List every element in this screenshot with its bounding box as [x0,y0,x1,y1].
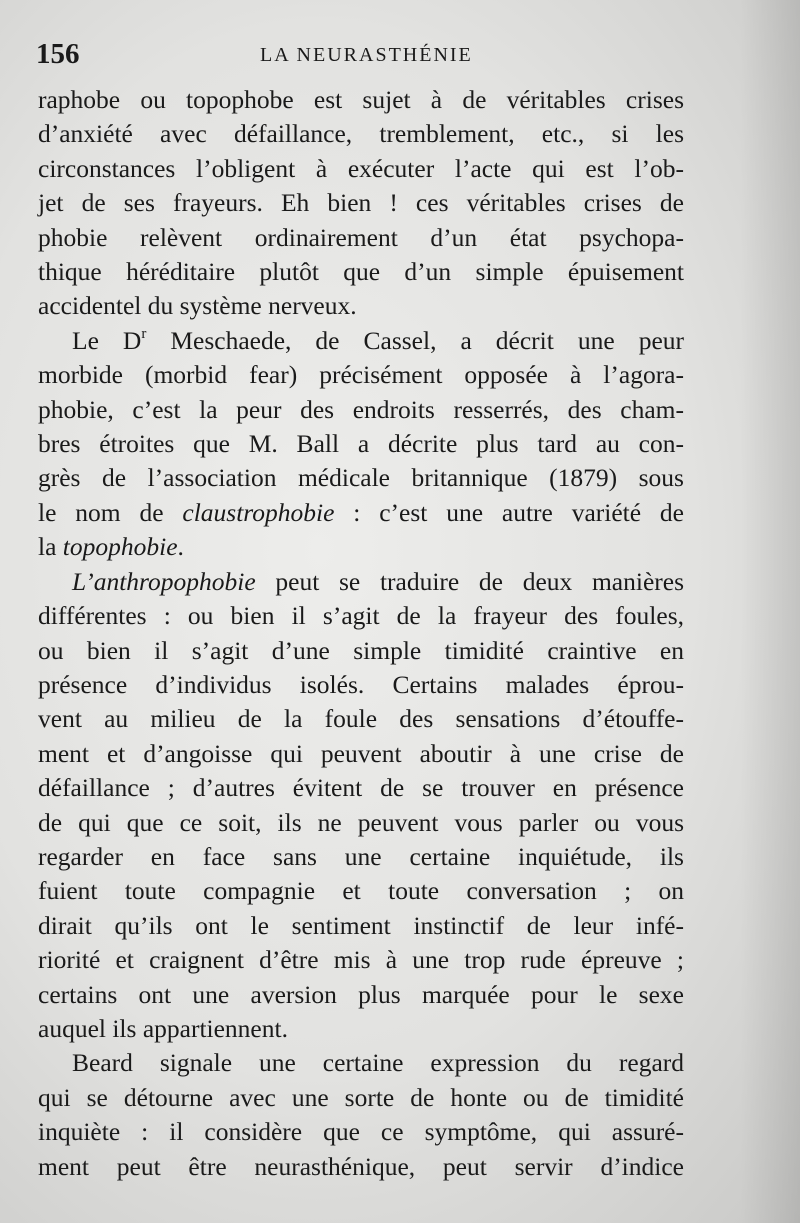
paragraph-3 [38,565,684,1047]
body-text [38,83,684,1184]
text-run: la [38,532,63,562]
text-line: ment peut être neurasthénique, peut servir d’indice [38,1151,684,1181]
text-run: Meschaede, de Cassel, a décrit une peur [146,325,684,355]
text-line: morbide (morbid fear) précisément opposée à l’agora- [38,360,684,390]
text-run: Le D [72,325,142,355]
running-head [36,38,740,78]
text-line: d’anxiété avec défaillance, tremblement, etc., si les [38,119,684,149]
text-line: de qui que ce soit, ils ne peuvent vous parler ou vous [38,807,684,837]
text-line [38,496,684,530]
text-line: riorité et craignent d’être mis à une trop rude épreuve ; [38,945,684,975]
italic-term: L’anthropophobie [72,566,256,596]
text-line: regarder en face sans une certaine inquiétude, ils [38,841,684,871]
text-line: vent au milieu de la foule des sensations d’étouffe- [38,704,684,734]
text-line: différentes : ou bien il s’agit de la frayeur des foules, [38,601,684,631]
text-line [38,324,684,358]
text-line: phobie relèvent ordinairement d’un état psychopa- [38,222,684,252]
text-line: auquel ils appartiennent. [38,1013,288,1043]
text-line: dirait qu’ils ont le sentiment instinctif de leur infé- [38,910,684,940]
text-line [38,565,684,599]
page-number: 156 [36,38,80,70]
italic-term: topophobie [62,532,178,562]
italic-term: claustrophobie [182,497,335,527]
text-line: circonstances l’obligent à exécuter l’acte qui est l’ob- [38,153,684,183]
text-line: ou bien il s’agit d’une simple timidité craintive en [38,635,684,665]
paragraph-2 [38,324,684,565]
running-title: LA NEURASTHÉNIE [260,44,473,66]
text-line: jet de ses frayeurs. Eh bien ! ces véritables crises de [38,188,684,218]
text-line: bres étroites que M. Ball a décrite plus tard au con- [38,429,684,459]
text-run: . [177,532,184,562]
text-line: qui se détourne avec une sorte de honte ou de timidité [38,1082,684,1112]
superscript: r [141,325,147,342]
text-line: fuient toute compagnie et toute conversation ; on [38,876,684,906]
text-line [38,530,684,564]
text-line: inquiète : il considère que ce symptôme, qui assuré- [38,1117,684,1147]
text-line: thique héréditaire plutôt que d’un simple épuisement [38,257,684,287]
text-line: certains ont une aversion plus marquée pour le sexe [38,979,684,1009]
text-run: peut se traduire de deux manières [255,566,684,596]
text-line: présence d’individus isolés. Certains malades éprou- [38,669,684,699]
text-line: accidentel du système nerveux. [38,291,357,321]
paragraph-4 [38,1046,684,1184]
text-line: défaillance ; d’autres évitent de se trouver en présence [38,773,684,803]
text-line: grès de l’association médicale britannique (1879) sous [38,463,684,493]
paragraph-1 [38,83,684,324]
text-line: raphobe ou topophobe est sujet à de véritables crises [38,85,684,114]
text-line: phobie, c’est la peur des endroits resserrés, des cham- [38,394,684,424]
text-run: : c’est une autre variété de [334,497,684,527]
text-line: Beard signale une certaine expression du regard [72,1048,684,1078]
text-run: le nom de [38,497,183,527]
text-line: ment et d’angoisse qui peuvent aboutir à une crise de [38,738,684,768]
